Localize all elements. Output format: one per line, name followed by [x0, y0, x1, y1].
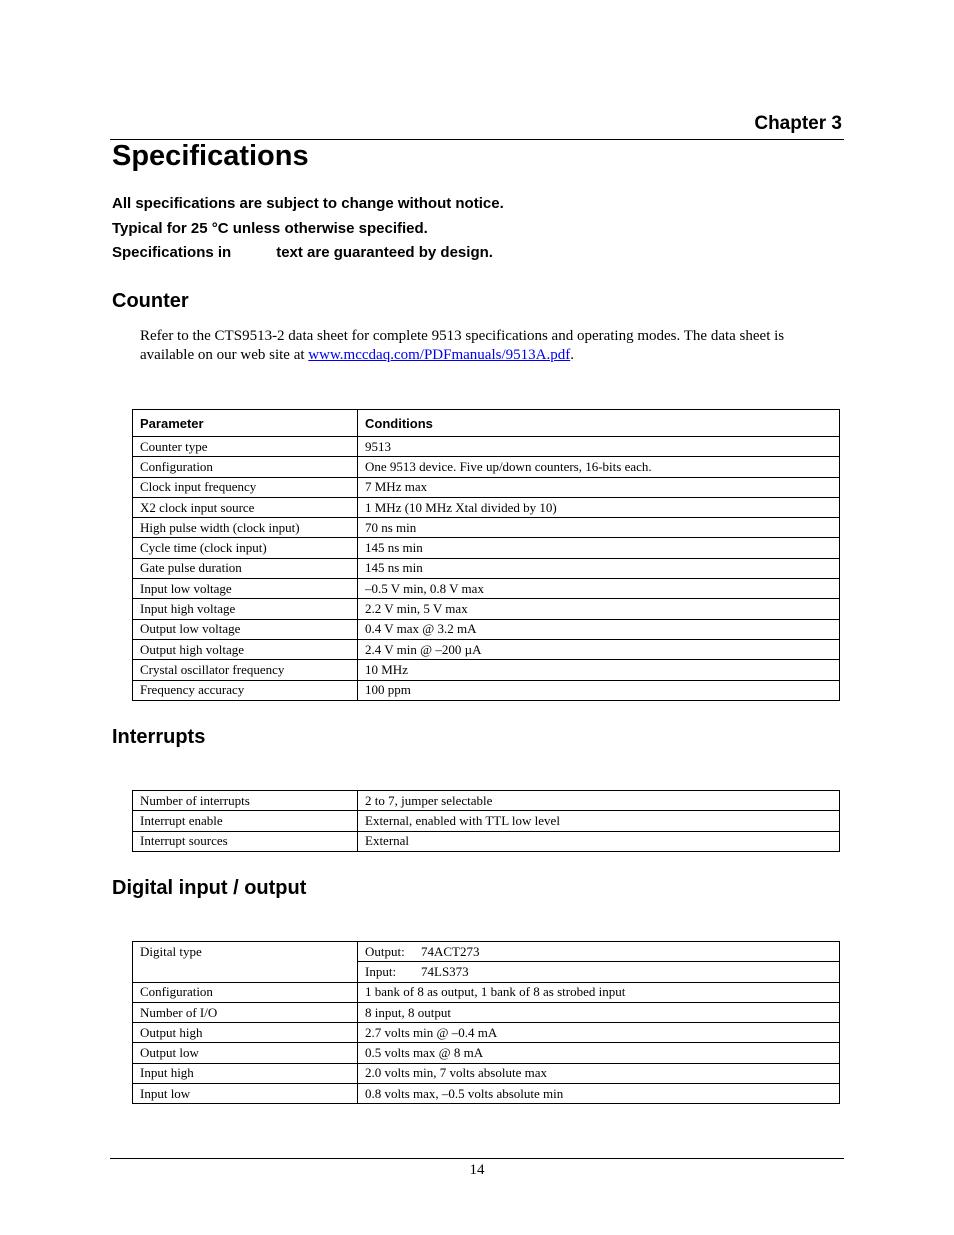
- note-guaranteed: [112, 244, 493, 261]
- cell-value: External, enabled with TTL low level: [358, 811, 840, 831]
- cell-parameter: Clock input frequency: [133, 477, 358, 497]
- cell-value: 7 MHz max: [358, 477, 840, 497]
- cell-value: 0.4 V max @ 3.2 mA: [358, 619, 840, 639]
- cell-parameter: Interrupt enable: [133, 811, 358, 831]
- section-heading-interrupts: Interrupts: [112, 726, 206, 748]
- cell-value: 2.0 volts min, 7 volts absolute max: [358, 1063, 840, 1083]
- cell-parameter: Output high: [133, 1023, 358, 1043]
- table-row: [133, 619, 840, 639]
- cell-value: 2.2 V min, 5 V max: [358, 599, 840, 619]
- cell-parameter: High pulse width (clock input): [133, 518, 358, 538]
- table-row: [133, 811, 840, 831]
- counter-intro-paragraph: [140, 327, 840, 365]
- table-row: [133, 831, 840, 851]
- footer-rule: [110, 1158, 844, 1159]
- counter-intro-end: .: [570, 347, 574, 363]
- cell-value: One 9513 device. Five up/down counters, 16-bits each.: [358, 457, 840, 477]
- cell-parameter: Input low: [133, 1084, 358, 1104]
- datasheet-link[interactable]: www.mccdaq.com/PDFmanuals/9513A.pdf: [308, 347, 571, 363]
- table-row: [133, 457, 840, 477]
- counter-spec-table: [132, 409, 840, 701]
- cell-value: 100 ppm: [358, 680, 840, 700]
- table-row: [133, 437, 840, 457]
- cell-value: 145 ns min: [358, 558, 840, 578]
- cell-parameter: Number of I/O: [133, 1002, 358, 1022]
- note-guaranteed-part1: Specifications in: [112, 244, 232, 261]
- table-row: [133, 599, 840, 619]
- cell-value: 2 to 7, jumper selectable: [358, 791, 840, 811]
- cell-parameter: Number of interrupts: [133, 791, 358, 811]
- column-header-conditions: Conditions: [358, 410, 840, 437]
- cell-parameter: Cycle time (clock input): [133, 538, 358, 558]
- table-row: [133, 497, 840, 517]
- cell-parameter: Interrupt sources: [133, 831, 358, 851]
- page-title: Specifications: [112, 140, 309, 172]
- table-row: [133, 1023, 840, 1043]
- table-row: [133, 558, 840, 578]
- cell-parameter: Counter type: [133, 437, 358, 457]
- cell-parameter: Output low: [133, 1043, 358, 1063]
- table-row: [133, 942, 840, 962]
- cell-parameter: Input high voltage: [133, 599, 358, 619]
- section-heading-counter: Counter: [112, 290, 189, 312]
- output-type-label: Output:: [365, 943, 405, 959]
- cell-parameter: Digital type: [133, 942, 358, 983]
- column-header-parameter: Parameter: [133, 410, 358, 437]
- input-type-label: Input:: [365, 963, 397, 979]
- table-row: [133, 477, 840, 497]
- interrupts-spec-table: [132, 790, 840, 852]
- table-row: [133, 1002, 840, 1022]
- table-row: [133, 1084, 840, 1104]
- page-number: 14: [469, 1162, 485, 1178]
- input-type-value: 74LS373: [421, 963, 469, 979]
- cell-value: –0.5 V min, 0.8 V max: [358, 579, 840, 599]
- cell-parameter: Frequency accuracy: [133, 680, 358, 700]
- cell-value: 1 MHz (10 MHz Xtal divided by 10): [358, 497, 840, 517]
- table-row: [133, 791, 840, 811]
- cell-value: [358, 942, 840, 962]
- cell-value: 145 ns min: [358, 538, 840, 558]
- cell-value: 70 ns min: [358, 518, 840, 538]
- cell-parameter: Gate pulse duration: [133, 558, 358, 578]
- table-row: [133, 518, 840, 538]
- cell-value: External: [358, 831, 840, 851]
- cell-parameter: Input high: [133, 1063, 358, 1083]
- table-row: [133, 1063, 840, 1083]
- cell-parameter: Crystal oscillator frequency: [133, 660, 358, 680]
- cell-value: 0.8 volts max, –0.5 volts absolute min: [358, 1084, 840, 1104]
- cell-value: [358, 962, 840, 982]
- cell-value: 8 input, 8 output: [358, 1002, 840, 1022]
- table-row: [133, 579, 840, 599]
- counter-intro-text: Refer to the CTS9513-2 data sheet for complete 9513 specifications and operating modes. The data sheet is available on our web site at: [140, 328, 785, 363]
- note-typical: Typical for 25 °C unless otherwise specified.: [112, 220, 428, 237]
- section-heading-digital-io: Digital input / output: [112, 877, 307, 899]
- cell-parameter: Output high voltage: [133, 639, 358, 659]
- table-row: [133, 982, 840, 1002]
- table-row: [133, 1043, 840, 1063]
- cell-parameter: X2 clock input source: [133, 497, 358, 517]
- cell-parameter: Configuration: [133, 982, 358, 1002]
- table-row: [133, 680, 840, 700]
- cell-parameter: Output low voltage: [133, 619, 358, 639]
- cell-value: 2.7 volts min @ –0.4 mA: [358, 1023, 840, 1043]
- cell-value: 10 MHz: [358, 660, 840, 680]
- cell-value: 1 bank of 8 as output, 1 bank of 8 as strobed input: [358, 982, 840, 1002]
- note-guaranteed-part2: text are guaranteed by design.: [276, 244, 493, 261]
- cell-parameter: Input low voltage: [133, 579, 358, 599]
- table-row: [133, 639, 840, 659]
- cell-value: 9513: [358, 437, 840, 457]
- cell-value: 2.4 V min @ –200 µA: [358, 639, 840, 659]
- table-row: [133, 538, 840, 558]
- cell-parameter: Configuration: [133, 457, 358, 477]
- table-row: [133, 660, 840, 680]
- chapter-label: Chapter 3: [754, 113, 842, 134]
- cell-value: 0.5 volts max @ 8 mA: [358, 1043, 840, 1063]
- digital-io-spec-table: [132, 941, 840, 1104]
- table-header-row: [133, 410, 840, 437]
- output-type-value: 74ACT273: [421, 943, 480, 959]
- note-change-notice: All specifications are subject to change without notice.: [112, 195, 504, 212]
